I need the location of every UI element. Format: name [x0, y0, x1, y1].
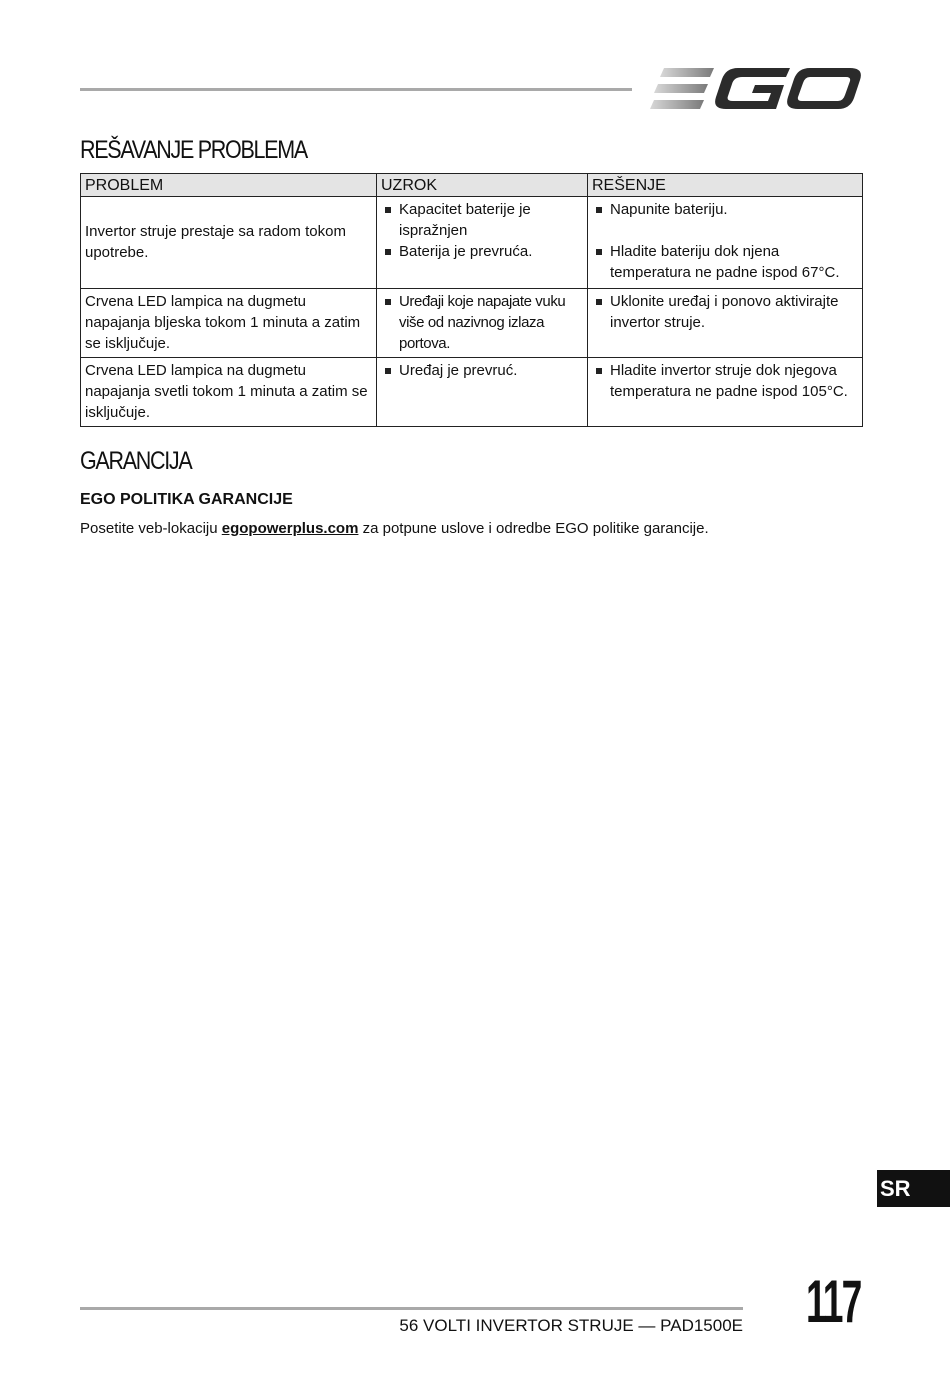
solution-cell — [588, 197, 863, 289]
warranty-paragraph — [80, 520, 709, 537]
problem-cell: Crvena LED lampica na dugmetu napajanja bljeska tokom 1 minuta a zatim se isključuje. — [81, 289, 377, 358]
page-number: 117 — [806, 1268, 861, 1335]
warranty-title: GARANCIJA — [80, 447, 192, 475]
cause-item: Baterija je prevruća. — [381, 241, 583, 262]
cause-cell — [377, 197, 588, 289]
language-tab: SR — [877, 1170, 950, 1207]
warranty-subtitle: EGO POLITIKA GARANCIJE — [80, 491, 293, 508]
cause-item: Kapacitet baterije je ispražnjen — [381, 199, 583, 241]
solution-item: Hladite bateriju dok njena temperatura ne padne ispod 67°C. — [592, 241, 858, 283]
warranty-text-before: Posetite veb-lokaciju — [80, 520, 222, 537]
footer-title: 56 VOLTI INVERTOR STRUJE — PAD1500E — [399, 1316, 743, 1335]
warranty-link[interactable]: egopowerplus.com — [221, 520, 359, 537]
warranty-text-after: za potpune uslove i odredbe EGO politike garancije. — [358, 520, 709, 537]
problem-cell: Crvena LED lampica na dugmetu napajanja svetli tokom 1 minuta a zatim se isključuje. — [81, 358, 377, 427]
cause-cell — [377, 358, 588, 427]
table-row — [81, 358, 863, 427]
table-row — [81, 197, 863, 289]
table-row — [81, 289, 863, 358]
solution-item: Uklonite uređaj i ponovo aktivirajte invertor struje. — [592, 291, 858, 333]
ego-logo — [650, 66, 862, 112]
solution-item: Napunite bateriju. — [592, 199, 858, 220]
cause-item: Uređaj je prevruć. — [381, 360, 583, 381]
cause-item: Uređaji koje napajate vuku više od nazivnog izlaza portova. — [381, 291, 583, 354]
troubleshooting-table — [80, 173, 863, 427]
top-rule — [80, 88, 632, 91]
solution-cell — [588, 289, 863, 358]
table-header-row — [81, 174, 863, 197]
column-header-cause: UZROK — [377, 174, 588, 197]
cause-cell — [377, 289, 588, 358]
solution-item: Hladite invertor struje dok njegova temperatura ne padne ispod 105°C. — [592, 360, 858, 402]
problem-cell: Invertor struje prestaje sa radom tokom upotrebe. — [81, 197, 377, 289]
bottom-rule — [80, 1307, 743, 1310]
column-header-problem: PROBLEM — [81, 174, 377, 197]
solution-cell — [588, 358, 863, 427]
column-header-solution: REŠENJE — [588, 174, 863, 197]
troubleshooting-title: REŠAVANJE PROBLEMA — [80, 136, 307, 164]
